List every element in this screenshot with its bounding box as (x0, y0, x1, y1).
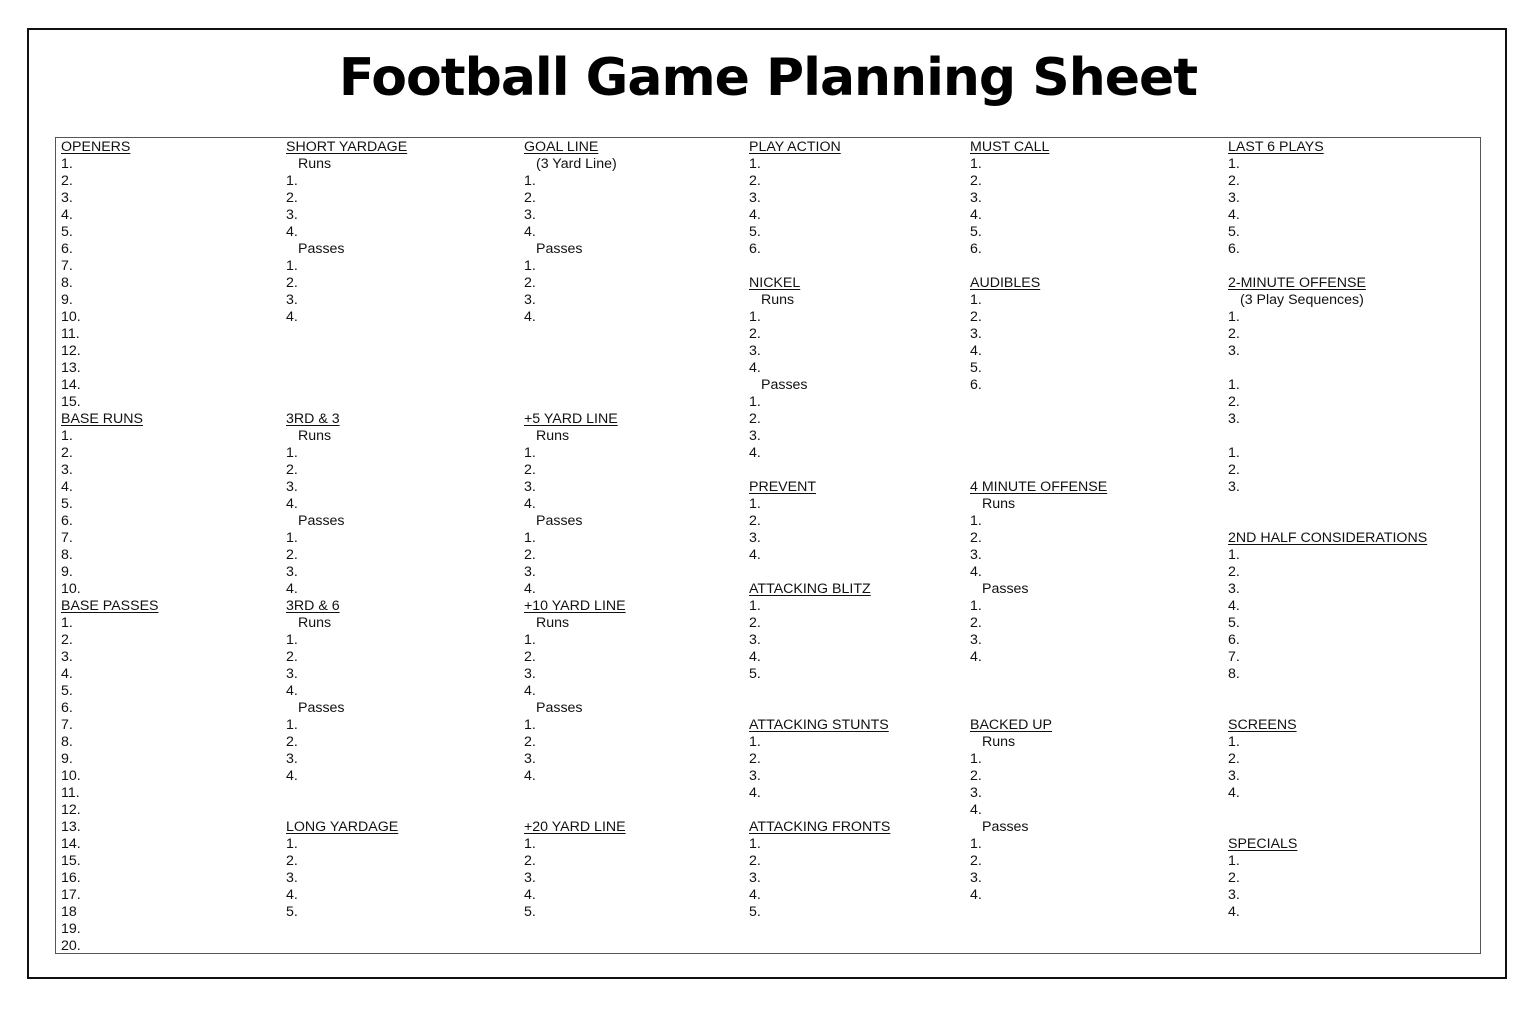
numbered-line: 15. (61, 853, 81, 869)
section-heading: MUST CALL (970, 139, 1050, 155)
planning-column (970, 139, 1107, 904)
numbered-line: 1. (749, 156, 761, 172)
numbered-line: 4. (749, 445, 761, 461)
numbered-line: 4. (61, 479, 73, 495)
numbered-line: 3. (749, 632, 761, 648)
numbered-line: 2. (524, 649, 536, 665)
numbered-line: 3. (1228, 581, 1240, 597)
numbered-line: 3. (286, 564, 298, 580)
numbered-line: 3. (286, 207, 298, 223)
spacer (1228, 819, 1427, 836)
spacer (524, 326, 626, 343)
numbered-line: 9. (61, 292, 73, 308)
numbered-line: 3. (524, 479, 536, 495)
spacer (749, 564, 890, 581)
section-heading: PREVENT (749, 479, 817, 495)
numbered-line: 3. (1228, 479, 1240, 495)
numbered-line: 3. (524, 666, 536, 682)
spacer (970, 445, 1107, 462)
numbered-line: 4. (970, 802, 982, 818)
section-heading: BASE RUNS (61, 411, 143, 427)
spacer (1228, 360, 1427, 377)
spacer (1228, 700, 1427, 717)
numbered-line: 13. (61, 819, 81, 835)
numbered-line: 3. (286, 751, 298, 767)
subheading: Passes (536, 241, 583, 257)
numbered-line: 2. (524, 275, 536, 291)
numbered-line: 8. (61, 547, 73, 563)
numbered-line: 5. (749, 904, 761, 920)
section-heading: NICKEL (749, 275, 801, 291)
section-heading: 2-MINUTE OFFENSE (1228, 275, 1366, 291)
planning-column (524, 139, 626, 921)
numbered-line: 2. (1228, 462, 1240, 478)
numbered-line: 3. (1228, 343, 1240, 359)
subheading: Passes (982, 819, 1029, 835)
numbered-line: 4. (970, 564, 982, 580)
planning-column (749, 139, 890, 921)
subheading: Runs (536, 615, 570, 631)
numbered-line: 2. (286, 649, 298, 665)
numbered-line: 13. (61, 360, 81, 376)
planning-column (1228, 139, 1427, 921)
spacer (286, 360, 407, 377)
numbered-line: 1. (749, 394, 761, 410)
subheading: (3 Yard Line) (536, 156, 617, 172)
numbered-line: 2. (524, 547, 536, 563)
spacer (286, 326, 407, 343)
numbered-line: 1. (1228, 309, 1240, 325)
numbered-line: 3. (524, 751, 536, 767)
numbered-line: 2. (970, 615, 982, 631)
numbered-line: 1. (970, 513, 982, 529)
numbered-line: 6. (1228, 241, 1240, 257)
spacer (524, 343, 626, 360)
numbered-line: 6. (1228, 632, 1240, 648)
numbered-line: 1. (1228, 377, 1240, 393)
spacer (1228, 428, 1427, 445)
numbered-line: 1. (524, 445, 536, 461)
numbered-line: 3. (749, 530, 761, 546)
numbered-line: 3. (970, 870, 982, 886)
spacer (970, 394, 1107, 411)
numbered-line: 1. (1228, 156, 1240, 172)
spacer (749, 802, 890, 819)
page-title: Football Game Planning Sheet (338, 48, 1198, 108)
numbered-line: 1. (286, 173, 298, 189)
numbered-line: 2. (524, 462, 536, 478)
subheading: Passes (536, 700, 583, 716)
numbered-line: 2. (970, 530, 982, 546)
numbered-line: 2. (524, 190, 536, 206)
numbered-line: 6. (61, 700, 73, 716)
numbered-line: 1. (970, 751, 982, 767)
numbered-line: 2. (749, 411, 761, 427)
numbered-line: 4. (524, 683, 536, 699)
numbered-line: 1. (1228, 853, 1240, 869)
numbered-line: 6. (749, 241, 761, 257)
numbered-line: 1. (286, 836, 298, 852)
numbered-line: 4. (1228, 904, 1240, 920)
numbered-line: 2. (749, 326, 761, 342)
numbered-line: 3. (286, 292, 298, 308)
subheading: Passes (298, 241, 345, 257)
subheading: Runs (761, 292, 795, 308)
spacer (970, 666, 1107, 683)
numbered-line: 1. (749, 598, 761, 614)
numbered-line: 5. (61, 224, 73, 240)
numbered-line: 1. (286, 445, 298, 461)
numbered-line: 6. (970, 241, 982, 257)
numbered-line: 4. (970, 887, 982, 903)
numbered-line: 4. (749, 207, 761, 223)
numbered-line: 2. (749, 751, 761, 767)
numbered-line: 3. (1228, 411, 1240, 427)
section-heading: ATTACKING STUNTS (749, 717, 889, 733)
numbered-line: 3. (524, 870, 536, 886)
section-heading: ATTACKING BLITZ (749, 581, 871, 597)
numbered-line: 4. (286, 224, 298, 240)
spacer (970, 700, 1107, 717)
spacer (970, 258, 1107, 275)
numbered-line: 4. (970, 207, 982, 223)
numbered-line: 2. (970, 309, 982, 325)
spacer (749, 683, 890, 700)
numbered-line: 5. (749, 224, 761, 240)
numbered-line: 2. (970, 768, 982, 784)
numbered-line: 2. (61, 445, 73, 461)
numbered-line: 2. (970, 173, 982, 189)
spacer (749, 462, 890, 479)
planning-column (61, 139, 159, 955)
numbered-line: 1. (524, 173, 536, 189)
numbered-line: 4. (61, 666, 73, 682)
planning-column (286, 139, 407, 921)
numbered-line: 11. (61, 785, 80, 801)
spacer (749, 258, 890, 275)
numbered-line: 4. (970, 649, 982, 665)
numbered-line: 2. (749, 173, 761, 189)
numbered-line: 3. (524, 292, 536, 308)
numbered-line: 6. (970, 377, 982, 393)
numbered-line: 2. (61, 173, 73, 189)
spacer (524, 802, 626, 819)
numbered-line: 3. (749, 870, 761, 886)
numbered-line: 2. (1228, 173, 1240, 189)
numbered-line: 4. (1228, 785, 1240, 801)
section-heading: AUDIBLES (970, 275, 1041, 291)
spacer (970, 683, 1107, 700)
numbered-line: 6. (61, 513, 73, 529)
numbered-line: 16. (61, 870, 81, 886)
numbered-line: 5. (1228, 615, 1240, 631)
section-heading: LONG YARDAGE (286, 819, 399, 835)
section-heading: SCREENS (1228, 717, 1297, 733)
subheading: Runs (982, 496, 1016, 512)
section-heading: 4 MINUTE OFFENSE (970, 479, 1108, 495)
spacer (1228, 802, 1427, 819)
section-heading: BACKED UP (970, 717, 1052, 733)
numbered-line: 3. (749, 768, 761, 784)
numbered-line: 2. (749, 513, 761, 529)
numbered-line: 4. (524, 224, 536, 240)
numbered-line: 5. (970, 224, 982, 240)
numbered-line: 18 (61, 904, 77, 920)
numbered-line: 2. (286, 462, 298, 478)
numbered-line: 15. (61, 394, 81, 410)
numbered-line: 5. (524, 904, 536, 920)
subheading: (3 Play Sequences) (1240, 292, 1364, 308)
numbered-line: 3. (524, 564, 536, 580)
numbered-line: 1. (749, 836, 761, 852)
spacer (970, 462, 1107, 479)
numbered-line: 5. (970, 360, 982, 376)
numbered-line: 4. (970, 343, 982, 359)
section-heading: +10 YARD LINE (524, 598, 626, 614)
section-heading: ATTACKING FRONTS (749, 819, 891, 835)
numbered-line: 3. (286, 666, 298, 682)
numbered-line: 8. (61, 275, 73, 291)
numbered-line: 2. (1228, 564, 1240, 580)
numbered-line: 2. (286, 853, 298, 869)
numbered-line: 1. (61, 615, 73, 631)
section-heading: 3RD & 3 (286, 411, 340, 427)
numbered-line: 4. (524, 581, 536, 597)
numbered-line: 4. (286, 581, 298, 597)
numbered-line: 1. (970, 598, 982, 614)
numbered-line: 1. (524, 530, 536, 546)
numbered-line: 4. (524, 496, 536, 512)
numbered-line: 1. (286, 258, 298, 274)
spacer (524, 377, 626, 394)
section-heading: +5 YARD LINE (524, 411, 618, 427)
numbered-line: 4. (61, 207, 73, 223)
numbered-line: 8. (61, 734, 73, 750)
numbered-line: 10. (61, 581, 81, 597)
spacer (286, 343, 407, 360)
numbered-line: 12. (61, 802, 81, 818)
spacer (749, 700, 890, 717)
spacer (286, 802, 407, 819)
numbered-line: 3. (524, 207, 536, 223)
numbered-line: 4. (286, 887, 298, 903)
numbered-line: 4. (524, 887, 536, 903)
subheading: Runs (536, 428, 570, 444)
spacer (970, 411, 1107, 428)
numbered-line: 2. (970, 853, 982, 869)
numbered-line: 2. (286, 734, 298, 750)
numbered-line: 10. (61, 768, 81, 784)
subheading: Runs (298, 156, 332, 172)
numbered-line: 5. (286, 904, 298, 920)
numbered-line: 1. (524, 632, 536, 648)
numbered-line: 3. (61, 462, 73, 478)
subheading: Runs (298, 428, 332, 444)
numbered-line: 3. (61, 649, 73, 665)
numbered-line: 3. (286, 870, 298, 886)
section-heading: GOAL LINE (524, 139, 599, 155)
numbered-line: 5. (61, 496, 73, 512)
numbered-line: 4. (1228, 598, 1240, 614)
numbered-line: 1. (970, 292, 982, 308)
numbered-line: 1. (749, 496, 761, 512)
numbered-line: 4. (749, 785, 761, 801)
numbered-line: 14. (61, 377, 81, 393)
numbered-line: 7. (61, 717, 73, 733)
section-heading: +20 YARD LINE (524, 819, 626, 835)
numbered-line: 1. (1228, 547, 1240, 563)
numbered-line: 1. (286, 717, 298, 733)
section-heading: OPENERS (61, 139, 131, 155)
spacer (970, 428, 1107, 445)
numbered-line: 1. (749, 309, 761, 325)
numbered-line: 1. (970, 836, 982, 852)
subheading: Passes (536, 513, 583, 529)
spacer (524, 785, 626, 802)
numbered-line: 12. (61, 343, 81, 359)
numbered-line: 5. (61, 683, 73, 699)
numbered-line: 2. (1228, 394, 1240, 410)
numbered-line: 3. (970, 632, 982, 648)
numbered-line: 2. (286, 547, 298, 563)
numbered-line: 4. (749, 360, 761, 376)
spacer (524, 360, 626, 377)
numbered-line: 3. (970, 190, 982, 206)
spacer (524, 394, 626, 411)
spacer (1228, 258, 1427, 275)
numbered-line: 1. (524, 717, 536, 733)
numbered-line: 3. (1228, 768, 1240, 784)
numbered-line: 4. (286, 683, 298, 699)
numbered-line: 1. (61, 156, 73, 172)
numbered-line: 1. (524, 258, 536, 274)
section-heading: SHORT YARDAGE (286, 139, 408, 155)
numbered-line: 2. (286, 190, 298, 206)
numbered-line: 3. (970, 785, 982, 801)
numbered-line: 5. (749, 666, 761, 682)
numbered-line: 3. (970, 326, 982, 342)
numbered-line: 7. (61, 258, 73, 274)
section-heading: 2ND HALF CONSIDERATIONS (1228, 530, 1428, 546)
numbered-line: 7. (61, 530, 73, 546)
subheading: Passes (982, 581, 1029, 597)
numbered-line: 3. (749, 428, 761, 444)
numbered-line: 2. (286, 275, 298, 291)
numbered-line: 5. (1228, 224, 1240, 240)
numbered-line: 4. (524, 309, 536, 325)
numbered-line: 1. (970, 156, 982, 172)
numbered-line: 10. (61, 309, 81, 325)
numbered-line: 4. (286, 768, 298, 784)
section-heading: BASE PASSES (61, 598, 159, 614)
numbered-line: 4. (749, 887, 761, 903)
numbered-line: 4. (286, 309, 298, 325)
spacer (286, 394, 407, 411)
numbered-line: 4. (286, 496, 298, 512)
numbered-line: 3. (1228, 190, 1240, 206)
numbered-line: 9. (61, 751, 73, 767)
numbered-line: 17. (61, 887, 81, 903)
numbered-line: 1. (524, 836, 536, 852)
numbered-line: 1. (286, 530, 298, 546)
spacer (286, 785, 407, 802)
numbered-line: 4. (1228, 207, 1240, 223)
spacer (286, 377, 407, 394)
numbered-line: 2. (1228, 751, 1240, 767)
numbered-line: 3. (1228, 887, 1240, 903)
numbered-line: 7. (1228, 649, 1240, 665)
subheading: Passes (761, 377, 808, 393)
section-heading: PLAY ACTION (749, 139, 841, 155)
numbered-line: 4. (749, 547, 761, 563)
subheading: Passes (298, 513, 345, 529)
numbered-line: 1. (286, 632, 298, 648)
numbered-line: 3. (286, 479, 298, 495)
numbered-line: 3. (749, 343, 761, 359)
numbered-line: 2. (1228, 870, 1240, 886)
numbered-line: 1. (61, 428, 73, 444)
spacer (1228, 513, 1427, 530)
spacer (1228, 496, 1427, 513)
subheading: Passes (298, 700, 345, 716)
numbered-line: 1. (1228, 734, 1240, 750)
section-heading: 3RD & 6 (286, 598, 340, 614)
numbered-line: 4. (749, 649, 761, 665)
numbered-line: 2. (749, 615, 761, 631)
spacer (1228, 683, 1427, 700)
numbered-line: 6. (61, 241, 73, 257)
numbered-line: 3. (61, 190, 73, 206)
numbered-line: 20. (61, 938, 81, 954)
section-heading: LAST 6 PLAYS (1228, 139, 1324, 155)
numbered-line: 19. (61, 921, 81, 937)
numbered-line: 2. (524, 853, 536, 869)
section-heading: SPECIALS (1228, 836, 1298, 852)
numbered-line: 2. (749, 853, 761, 869)
numbered-line: 8. (1228, 666, 1240, 682)
numbered-line: 1. (749, 734, 761, 750)
subheading: Runs (982, 734, 1016, 750)
numbered-line: 2. (61, 632, 73, 648)
numbered-line: 1. (1228, 445, 1240, 461)
numbered-line: 3. (970, 547, 982, 563)
numbered-line: 2. (1228, 326, 1240, 342)
numbered-line: 2. (524, 734, 536, 750)
numbered-line: 14. (61, 836, 81, 852)
numbered-line: 11. (61, 326, 80, 342)
numbered-line: 9. (61, 564, 73, 580)
numbered-line: 4. (524, 768, 536, 784)
subheading: Runs (298, 615, 332, 631)
numbered-line: 3. (749, 190, 761, 206)
